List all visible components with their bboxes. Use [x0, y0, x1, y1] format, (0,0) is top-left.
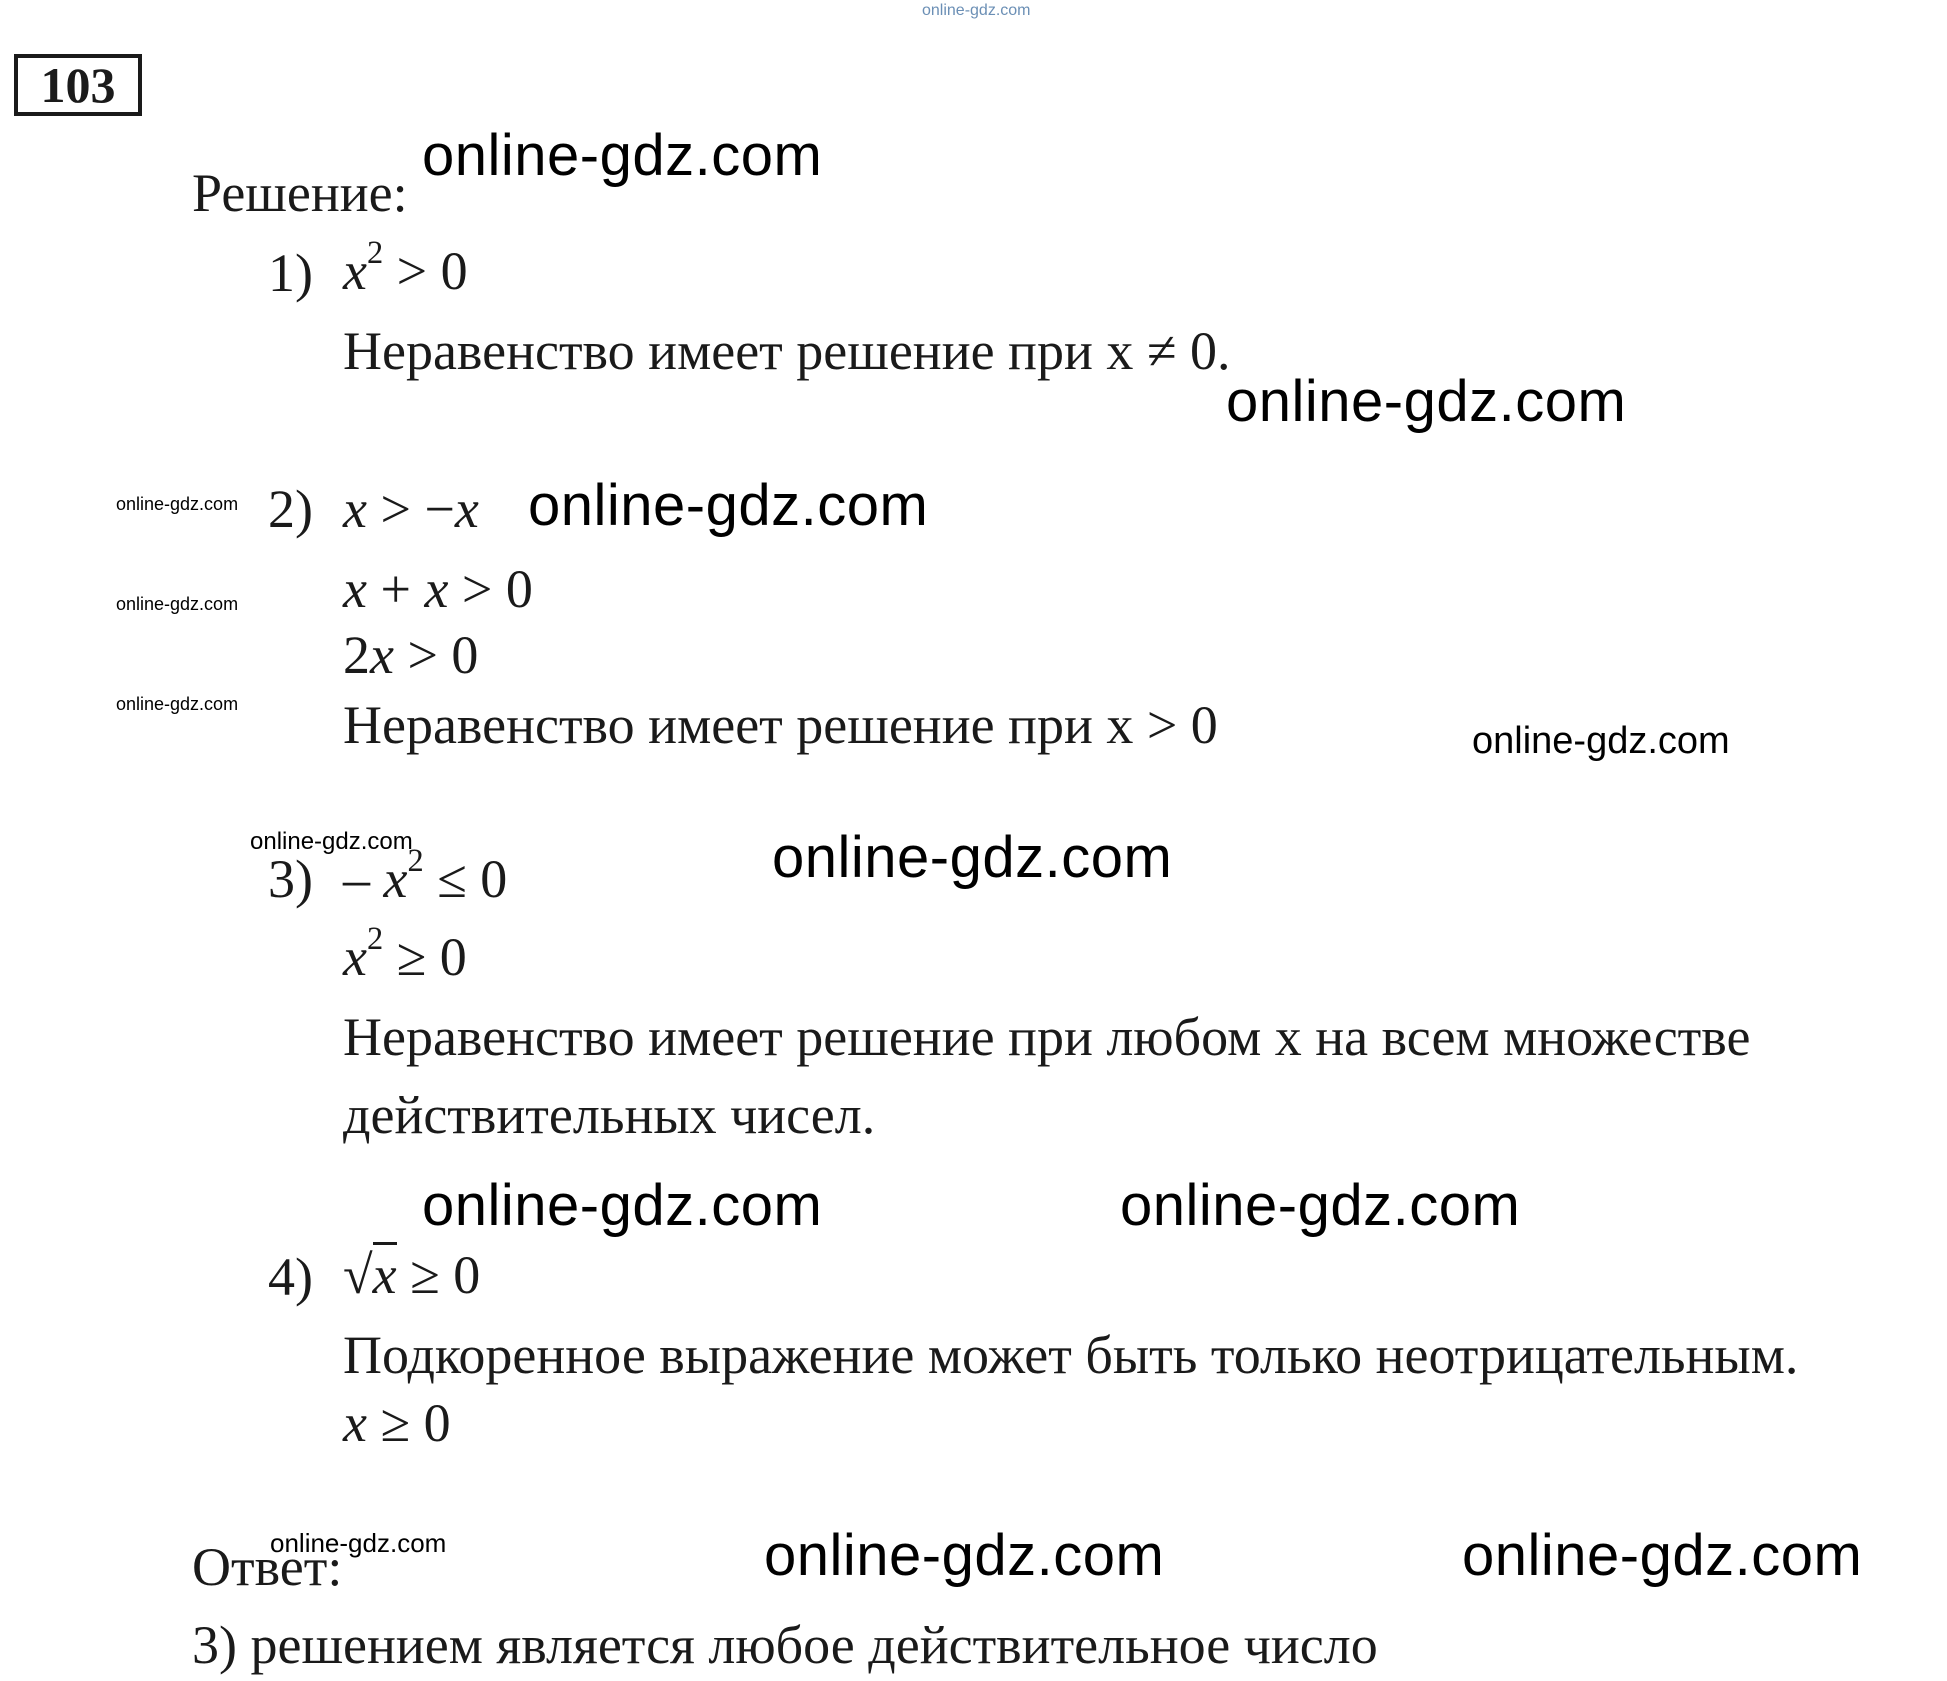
problem-number-badge: 103	[14, 54, 142, 116]
item-2-expression: x > −x	[343, 479, 479, 539]
watermark-13: online-gdz.com	[250, 828, 413, 855]
item-3-number: 3)	[268, 849, 313, 909]
watermark-2: online-gdz.com	[1226, 369, 1627, 434]
watermark-11: online-gdz.com	[116, 594, 239, 614]
watermark-14: online-gdz.com	[270, 1528, 447, 1558]
item-4-text: Подкоренное выражение может быть только неотрицательным.	[343, 1325, 1799, 1385]
watermark-5: online-gdz.com	[422, 1173, 823, 1238]
item-1-expression: $x^2 > 0$	[343, 235, 468, 301]
item-2-text: Неравенство имеет решение при x > 0	[343, 695, 1218, 755]
item-3-step-1: $x^2 \ge 0$	[343, 921, 467, 987]
watermark-8: online-gdz.com	[1462, 1523, 1863, 1588]
item-3-text-line-2: действительных чисел.	[343, 1085, 876, 1145]
item-4-number: 4)	[268, 1247, 313, 1307]
item-3-expression: – $x^2 \le 0$	[343, 843, 508, 909]
solution-heading: Решение:	[192, 163, 408, 223]
watermark-9: online-gdz.com	[1472, 720, 1730, 762]
watermark-6: online-gdz.com	[1120, 1173, 1521, 1238]
item-2-number: 2)	[268, 479, 313, 539]
item-4-expression: √x ≥ 0	[343, 1248, 480, 1302]
watermark-1: online-gdz.com	[422, 123, 823, 188]
watermark-4: online-gdz.com	[772, 825, 1173, 890]
item-1-number: 1)	[268, 243, 313, 303]
watermark-top: online-gdz.com	[922, 2, 1031, 19]
item-3-text-line-1: Неравенство имеет решение при любом x на всем множестве	[343, 1007, 1751, 1067]
answer-heading: Ответ:	[192, 1537, 343, 1597]
item-2-step-1: x + x > 0	[343, 559, 533, 619]
watermark-10: online-gdz.com	[116, 494, 239, 514]
watermark-7: online-gdz.com	[764, 1523, 1165, 1588]
watermark-3: online-gdz.com	[528, 473, 929, 538]
item-4-step-1: x ≥ 0	[343, 1393, 451, 1453]
answer-text: 3) решением является любое действительное число	[192, 1615, 1378, 1675]
item-2-step-2: 2x > 0	[343, 625, 479, 685]
item-1-text: Неравенство имеет решение при x ≠ 0.	[343, 321, 1231, 381]
watermark-12: online-gdz.com	[116, 694, 239, 714]
